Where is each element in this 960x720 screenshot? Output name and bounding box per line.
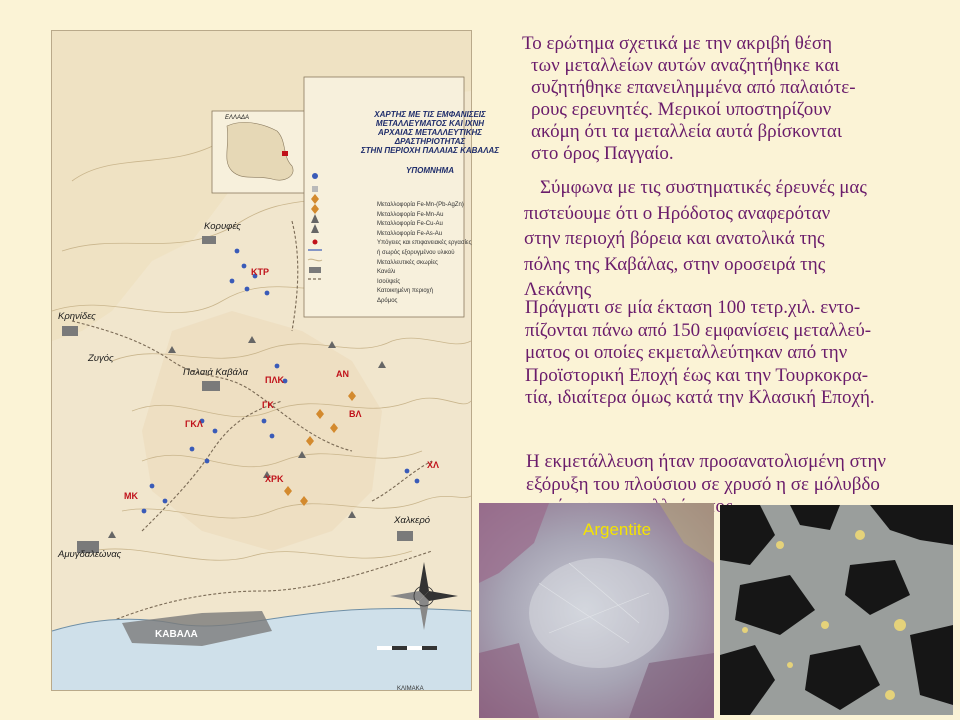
legend-item: ή σωρός εξορυγμένου υλικού <box>377 249 455 256</box>
place-korifes: Κορυφές <box>204 221 241 232</box>
legend-item: Υπόγειες και επιφανειακές εργασίες <box>377 240 472 247</box>
legend-item: Μεταλλοφορία Fe-Mn-(Pb-AgZn) <box>377 202 464 208</box>
paragraph-line: τία, ιδιαίτερα όμως κατά την Κλασική Εποχή. <box>525 387 875 408</box>
mining-map <box>51 30 500 692</box>
legend-item: Μεταλλοφορία Fe-Mn-Au <box>377 211 444 218</box>
legend-item: Κατοικημένη περιοχή <box>377 288 434 295</box>
place-ellada: ΕΛΛΑΔΑ <box>225 115 250 121</box>
paragraph-2 <box>524 175 944 303</box>
place-palaia-kavala: Παλαιά Καβάλα <box>183 367 248 378</box>
site-code-an: ΑΝ <box>336 369 349 379</box>
place-amygdaleonas: Αμυγδαλεώνας <box>58 549 122 560</box>
paragraph-line: πόλης της Καβάλας, στην οροσειρά της <box>524 253 826 275</box>
legend-item: Μεταλλοφορία Fe-As-Au <box>377 230 443 237</box>
site-code-hl: ΧΛ <box>427 460 440 470</box>
paragraph-line: Το ερώτημα σχετικά με την ακριβή θέση <box>522 33 833 54</box>
place-kavala: ΚΑΒΑΛΑ <box>155 629 198 640</box>
site-code-gkl: ΓΚΛ <box>185 419 203 429</box>
paragraph-line: Πράγματι σε μία έκταση 100 τετρ.χιλ. εντο- <box>525 297 861 318</box>
site-code-gk: ΓΚ <box>262 400 274 410</box>
site-code-vl: ΒΛ <box>349 409 362 419</box>
argentite-label: Argentite <box>583 520 652 539</box>
scale-label: ΚΛΙΜΑΚΑ <box>397 686 424 692</box>
site-code-hrk: ΧΡΚ <box>265 474 284 484</box>
legend-item: Μεταλλοφορία Fe-Cu-Au <box>377 221 443 228</box>
legend-item: Ισοϋψείς <box>377 278 401 285</box>
paragraph-1 <box>522 33 942 165</box>
paragraph-line: Λεκάνης <box>524 279 592 300</box>
paragraph-line: στο όρος Παγγαίο. <box>531 143 674 164</box>
paragraph-line: εξόρυξη του πλούσιου σε χρυσό η σε μόλυβδο <box>526 473 880 495</box>
map-legend-subtitle: ΥΠΟΜΝΗΜΑ <box>406 166 454 175</box>
legend-item: Κανάλι <box>377 269 396 276</box>
paragraph-line: ακόμη ότι τα μεταλλεία αυτά βρίσκονται <box>531 121 842 142</box>
site-code-plk: ΠΛΚ <box>265 375 285 385</box>
site-code-mk: ΜΚ <box>124 491 138 501</box>
ore-microscope-photo <box>720 505 953 715</box>
paragraph-line: ρους ερευνητές. Μερικοί υποστηρίζουν <box>531 99 832 120</box>
paragraph-3 <box>525 297 955 410</box>
paragraph-line: των μεταλλείων αυτών αναζητήθηκε και <box>531 55 840 76</box>
paragraph-line: συζητήθηκε επανειλημμένα από παλαιότε- <box>531 77 856 98</box>
site-code-ktr: ΚΤΡ <box>251 267 269 277</box>
place-zygos: Ζυγός <box>88 353 114 364</box>
paragraph-line: Σύμφωνα με τις συστηματικές έρευνές μας <box>540 177 867 198</box>
paragraph-line: ματος οι οποίες εκμεταλλεύτηκαν από την <box>525 342 848 363</box>
place-halkero: Χαλκερό <box>394 515 431 526</box>
map-legend-list <box>377 201 497 307</box>
legend-item: Μεταλλευτικές σκωρίες <box>377 259 438 266</box>
paragraph-line: πιστεύουμε ότι ο Ηρόδοτος αναφερόταν <box>524 202 831 224</box>
paragraph-line: στην περιοχή βόρεια και ανατολικά της <box>524 228 825 249</box>
paragraph-line: πίζονται πάνω από 150 εμφανίσεις μεταλλεύ- <box>525 319 872 341</box>
place-krynides: Κρηνίδες <box>58 311 96 322</box>
legend-item: Δρόμος <box>377 297 398 304</box>
paragraph-line: Η εκμετάλλευση ήταν προσανατολισμένη στην <box>526 451 887 472</box>
map-legend-title: ΧΑΡΤΗΣ ΜΕ ΤΙΣ ΕΜΦΑΝΙΣΕΙΣ ΜΕΤΑΛΛΕΥΜΑΤΟΣ ΚΑΙ ΙΧΝΗ ΑΡΧΑΙΑΣ ΜΕΤΑΛΛΕΥΤΙΚΗΣ ΔΡΑΣΤΗΡΙΟΤΗΤΑΣ ΣΤΗΝ ΠΕΡΙΟΧΗ ΠΑΛΑΙΑΣ ΚΑΒΑΛΑΣ <box>360 110 500 155</box>
paragraph-line: Προϊστορική Εποχή έως και την Τουρκοκρα- <box>525 364 869 386</box>
